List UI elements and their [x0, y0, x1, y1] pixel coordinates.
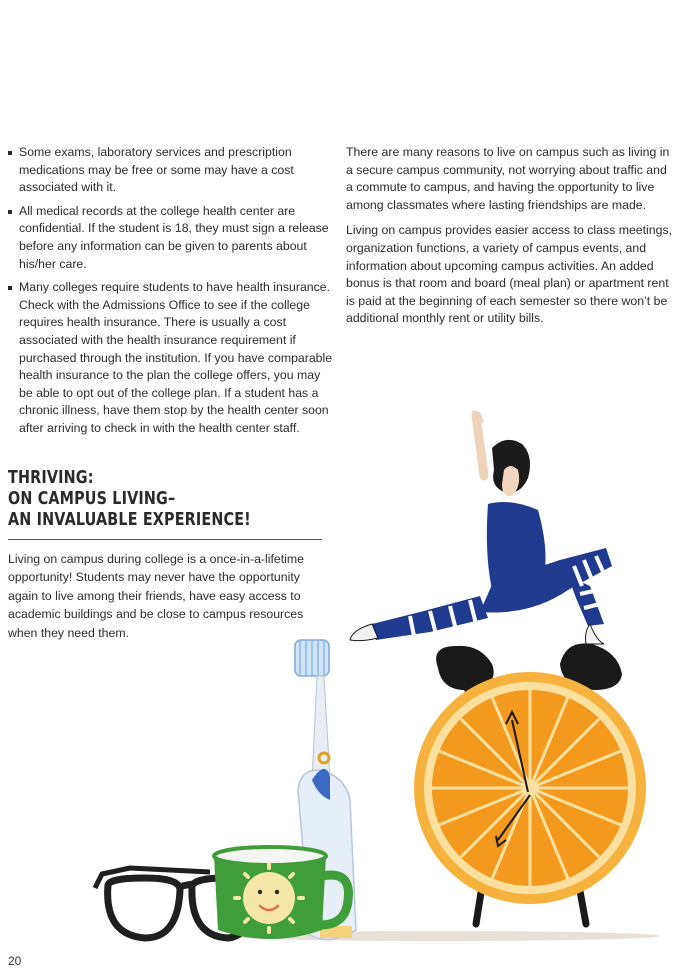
orange-clock-icon [414, 643, 646, 924]
section-heading [8, 468, 267, 531]
bullet-dot [8, 151, 12, 155]
heading-line: THRIVING: [8, 468, 94, 488]
right-column [346, 144, 676, 336]
bullet-dot [8, 210, 12, 214]
health-bullet-list [8, 144, 334, 438]
left-column [8, 144, 334, 444]
bullet-dot [8, 286, 12, 290]
section-intro: Living on campus during college is a once-in-a-lifetime opportunity! Students may never have the opportunity again to live among their friends, have easy access to academic buildings and be close to campus resources when they need them. [8, 552, 304, 640]
toothbrush-icon [295, 640, 356, 939]
mug-icon [214, 847, 348, 939]
paragraph: There are many reasons to live on campus such as living in a secure campus community, not worrying about traffic and a commute to campus, and having the opportunity to live among classmates where lasting friendships are made. [346, 145, 670, 212]
heading-line: AN INVALUABLE EXPERIENCE! [8, 510, 251, 530]
bullet-text: Many colleges require students to have health insurance. Check with the Admissions Office to see if the college requires health insurance. There is usually a cost associated with the health insurance requirement if purchased through the institution. If you have comparable health insurance to the plan the college offers, you may be able to opt out of the college plan. If a student has a chronic illness, have them stop by the health center soon after arriving to check in with the health center staff. [19, 280, 333, 435]
heading-divider [8, 539, 322, 540]
ground-shadow [220, 931, 660, 941]
page-number: 20 [8, 954, 22, 968]
glasses-icon [95, 868, 258, 938]
bullet-item [8, 203, 334, 273]
bullet-text: Some exams, laboratory services and prescription medications may be free or some may have a cost associated with it. [19, 145, 294, 195]
bullet-item [8, 144, 334, 197]
heading-line: ON CAMPUS LIVING– [8, 489, 176, 509]
dancer-figure-icon [350, 410, 612, 644]
bullet-text: All medical records at the college health center are confidential. If the student is 18, they must sign a release before any information can be given to parents about his/her care. [19, 203, 329, 271]
bullet-item [8, 279, 334, 437]
paragraph: Living on campus provides easier access to class meetings, organization functions, a variety of campus events, and information about upcoming campus activities. An added bonus is that room and board (meal plan) or apartment rent is paid at the beginning of each semester so there won’t be additional monthly rent or utility bills. [346, 223, 673, 326]
